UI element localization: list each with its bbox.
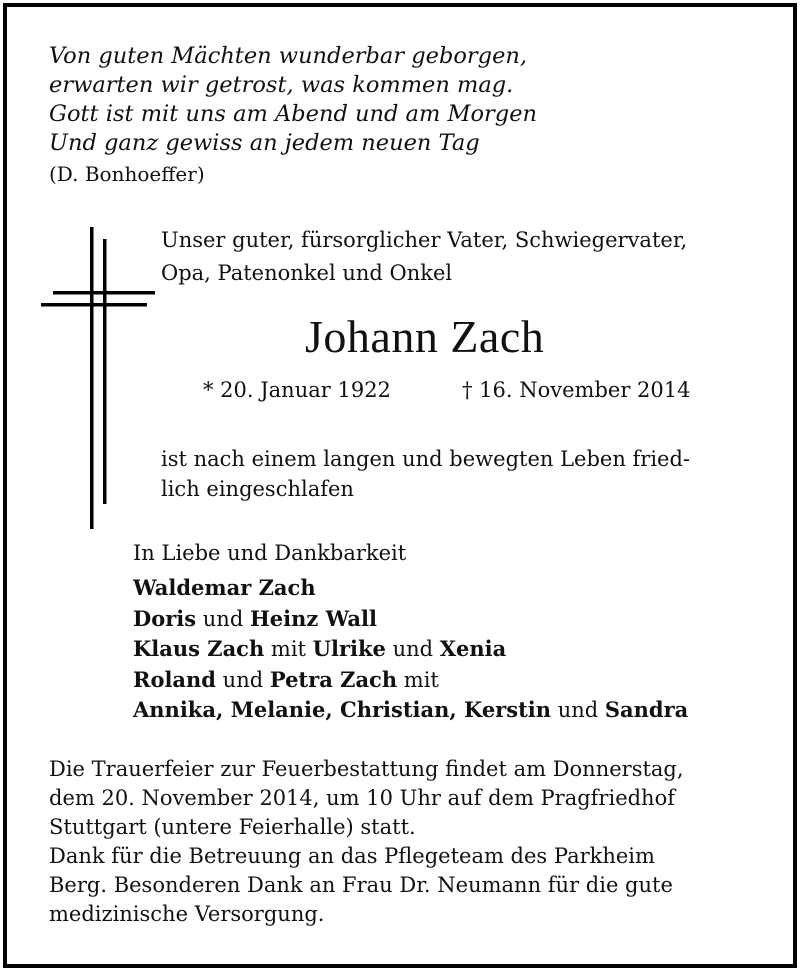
mourner-name: Klaus Zach [133,636,265,661]
deceased-name: Johann Zach [305,311,545,362]
poem-author: (D. Bonhoeffer) [49,162,205,186]
funeral-notice [49,755,684,929]
mourner-name: Waldemar Zach [133,575,316,600]
poem [49,42,537,158]
mourner-line [133,634,688,665]
passing-line: lich eingeschlafen [161,477,354,501]
mourner-name: Xenia [439,636,507,661]
mourner-line [133,695,688,726]
poem-line: Von guten Mächten wunderbar geborgen, [49,43,528,69]
notice-line: Die Trauerfeier zur Feuerbestattung findet am Donnerstag, [49,757,684,781]
notice-line: medizinische Versorgung. [49,902,325,926]
mourner-name: Sandra [604,697,689,722]
mourner-line [133,665,688,696]
mourner-line [133,604,688,635]
mourner-name: Roland [133,666,216,692]
mourner-line [133,573,688,604]
notice-line: Stuttgart (untere Feierhalle) statt. [49,815,416,839]
obituary-frame [3,3,797,968]
intro-line: Unser guter, fürsorglicher Vater, Schwiegervater, [161,228,688,252]
connector: und [196,606,250,631]
mourner-name: Annika, Melanie, Christian, Kerstin [133,697,552,722]
notice-line: Berg. Besonderen Dank an Frau Dr. Neumann für die gute [49,873,673,897]
poem-line: Gott ist mit uns am Abend und am Morgen [49,101,538,127]
mourner-name: Heinz Wall [249,605,377,631]
intro-text [161,224,687,290]
intro-line: Opa, Patenonkel und Onkel [161,261,453,285]
dedication: In Liebe und Dankbarkeit [133,541,407,565]
passing-text [161,444,690,504]
passing-line: ist nach einem langen und bewegten Leben fried- [161,447,691,471]
poem-line: Und ganz gewiss an jedem neuen Tag [49,130,480,156]
mourners-list [133,573,688,726]
death-date: † 16. November 2014 [462,378,691,402]
connector: und [551,698,605,722]
notice-line: dem 20. November 2014, um 10 Uhr auf dem Pragfriedhof [49,786,676,810]
mourner-name: Petra Zach [269,666,398,692]
cross-icon [41,227,157,529]
connector: und [216,667,270,692]
mourner-name: Doris [133,605,197,631]
birth-date: * 20. Januar 1922 [203,378,391,402]
poem-line: erwarten wir getrost, was kommen mag. [49,72,514,98]
notice-line: Dank für die Betreuung an das Pflegeteam des Parkheim [49,844,655,868]
mourner-name: Ulrike [312,636,386,661]
connector: und [385,637,440,661]
connector: mit [264,637,313,661]
connector: mit [397,667,439,692]
